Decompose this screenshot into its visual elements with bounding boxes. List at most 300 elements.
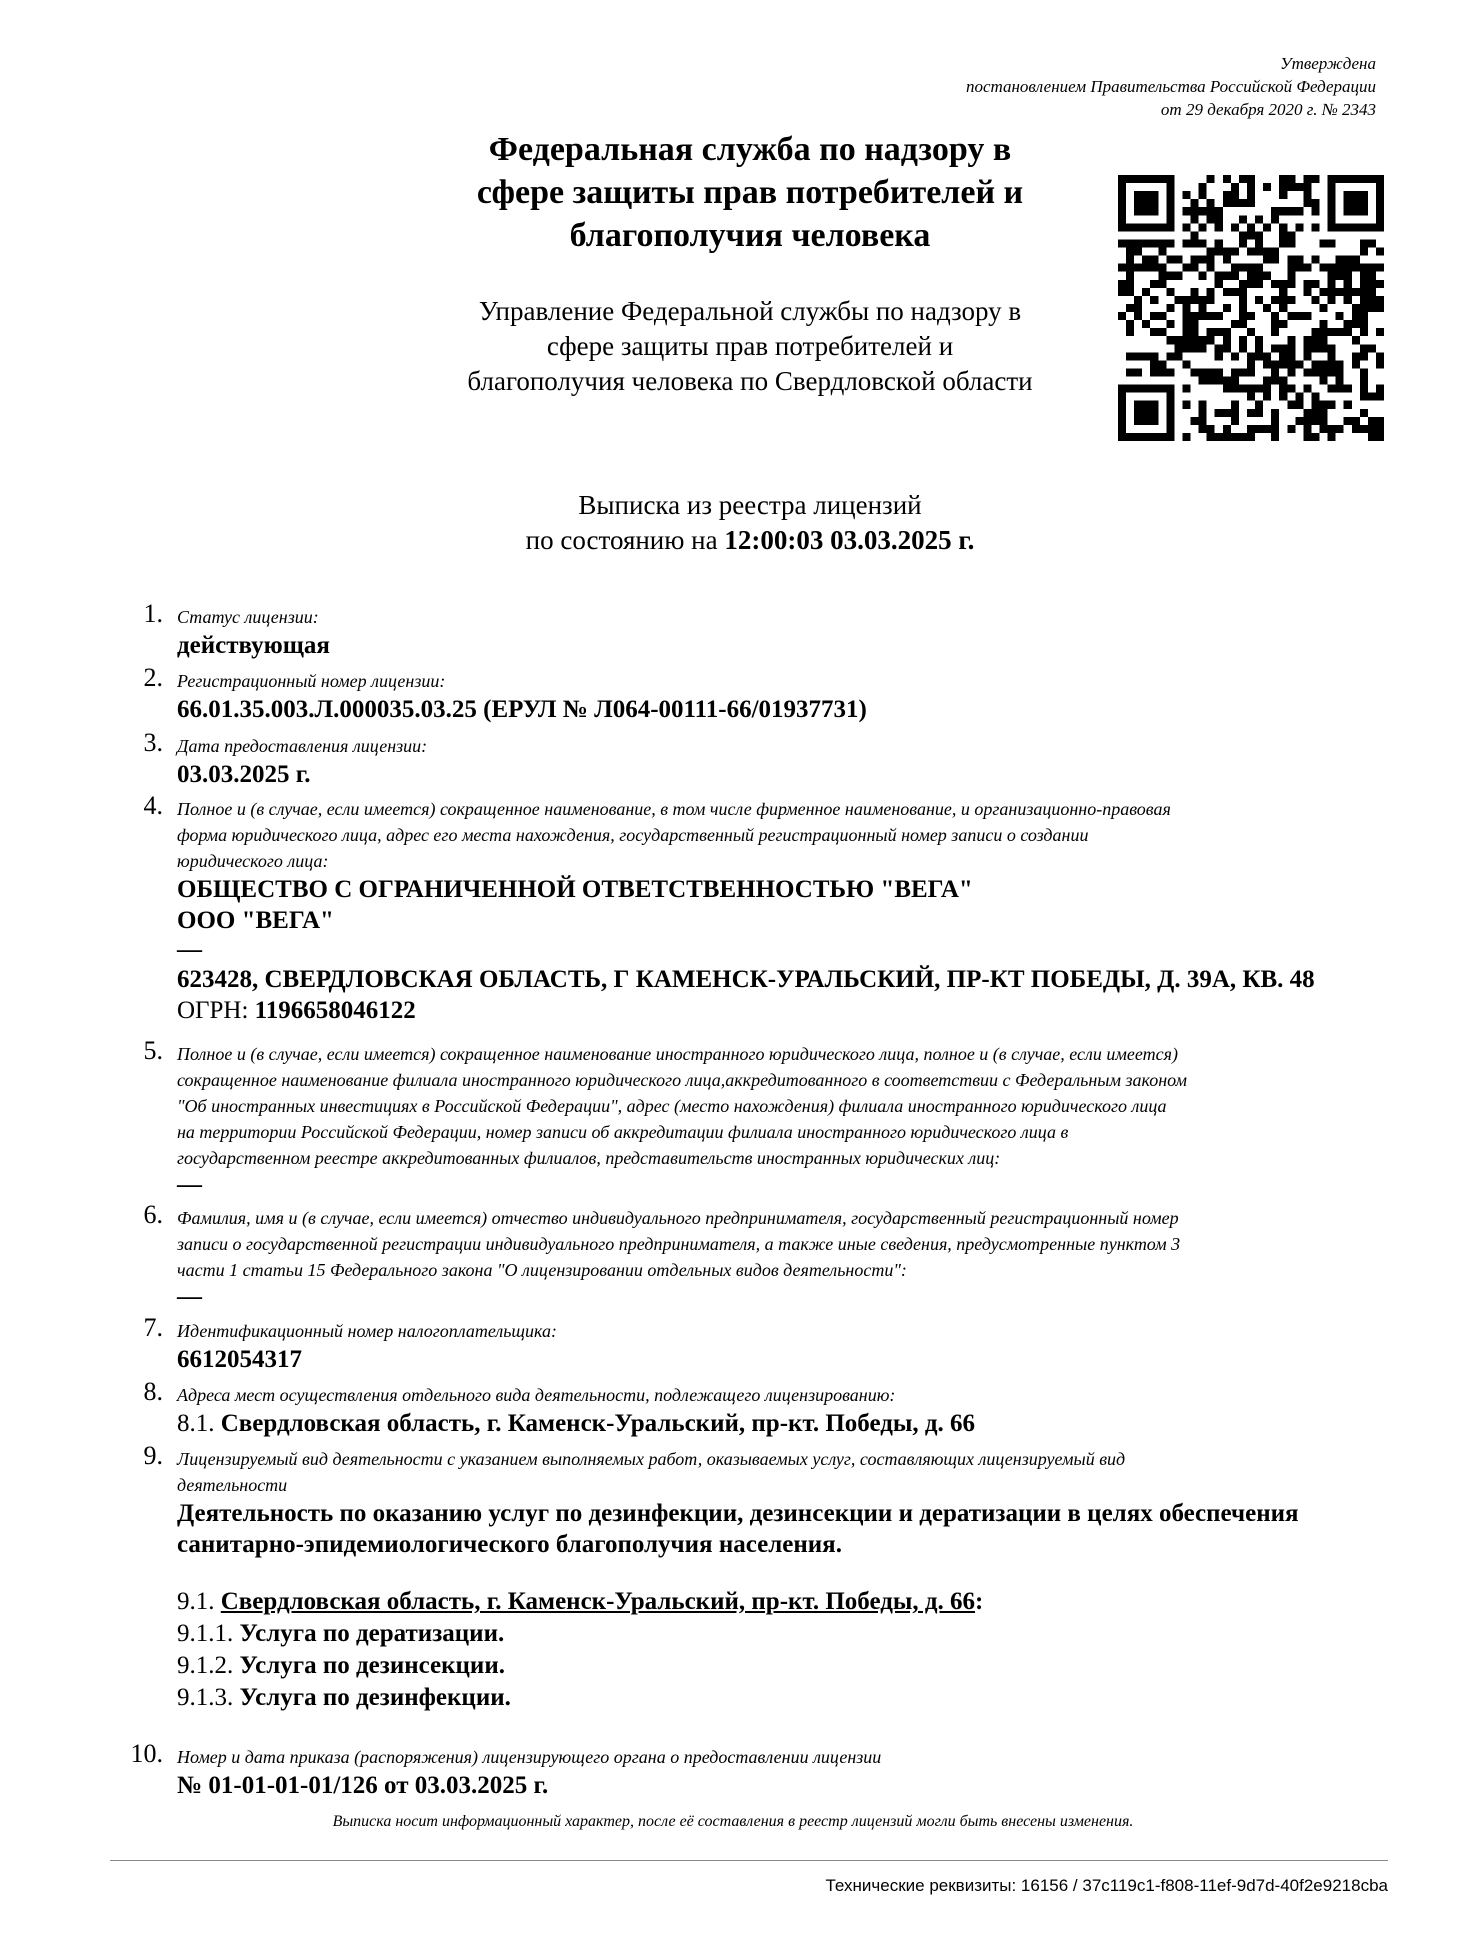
qr-module [1191, 239, 1199, 247]
qr-module [1134, 352, 1142, 360]
qr-module [1320, 239, 1328, 247]
qr-module [1328, 352, 1336, 360]
qr-module [1215, 207, 1223, 215]
qr-module [1344, 385, 1352, 393]
item-number: 10. [130, 1739, 163, 1768]
activity-address-entry [177, 1408, 1395, 1440]
qr-module [1134, 401, 1142, 409]
qr-module [1126, 385, 1134, 393]
qr-module [1328, 401, 1336, 409]
qr-module [1126, 368, 1134, 376]
qr-module [1303, 183, 1311, 191]
qr-module [1255, 336, 1263, 344]
qr-module [1239, 239, 1247, 247]
qr-module [1247, 223, 1255, 231]
qr-module [1360, 320, 1368, 328]
qr-module [1287, 231, 1295, 239]
qr-module [1223, 304, 1231, 312]
qr-module [1239, 199, 1247, 207]
qr-module [1352, 207, 1360, 215]
qr-module [1295, 223, 1303, 231]
qr-module [1118, 417, 1126, 425]
qr-module [1287, 352, 1295, 360]
qr-module [1247, 312, 1255, 320]
qr-module [1303, 409, 1311, 417]
qr-module [1158, 272, 1166, 280]
sub-number: 9.1.3. [177, 1684, 234, 1711]
qr-module [1126, 352, 1134, 360]
qr-module [1336, 425, 1344, 433]
qr-module [1239, 175, 1247, 183]
qr-module [1134, 304, 1142, 312]
qr-module [1360, 377, 1368, 385]
qr-module [1263, 256, 1271, 264]
qr-module [1287, 368, 1295, 376]
qr-module [1263, 360, 1271, 368]
qr-module [1255, 272, 1263, 280]
qr-module [1247, 425, 1255, 433]
qr-module [1158, 433, 1166, 441]
qr-module [1247, 409, 1255, 417]
qr-module [1231, 183, 1239, 191]
qr-module [1182, 239, 1190, 247]
qr-module [1344, 417, 1352, 425]
qr-module [1311, 328, 1319, 336]
qr-module [1352, 223, 1360, 231]
qr-module [1118, 207, 1126, 215]
qr-module [1247, 360, 1255, 368]
qr-module [1118, 288, 1126, 296]
qr-module [1295, 183, 1303, 191]
qr-module [1191, 231, 1199, 239]
qr-module [1295, 417, 1303, 425]
qr-module [1231, 272, 1239, 280]
qr-module [1255, 344, 1263, 352]
qr-module [1207, 296, 1215, 304]
qr-module [1207, 199, 1215, 207]
qr-module [1207, 336, 1215, 344]
qr-module [1295, 207, 1303, 215]
qr-module [1344, 175, 1352, 183]
qr-module [1360, 239, 1368, 247]
qr-module [1223, 385, 1231, 393]
qr-module [1311, 207, 1319, 215]
service-entry [177, 1650, 1395, 1682]
qr-module [1271, 280, 1279, 288]
qr-module [1247, 385, 1255, 393]
qr-module [1255, 239, 1263, 247]
qr-module [1271, 344, 1279, 352]
qr-module [1336, 312, 1344, 320]
qr-module [1215, 239, 1223, 247]
qr-module [1311, 433, 1319, 441]
qr-module [1376, 248, 1384, 256]
qr-module [1328, 296, 1336, 304]
qr-module [1295, 360, 1303, 368]
qr-module [1279, 393, 1287, 401]
qr-module [1182, 296, 1190, 304]
qr-module [1199, 304, 1207, 312]
qr-module [1166, 409, 1174, 417]
qr-module [1311, 393, 1319, 401]
qr-module [1255, 231, 1263, 239]
qr-module [1336, 272, 1344, 280]
item-label: "Об иностранных инвестициях в Российской Федерации", адрес (место нахождения) филиала иностранного юридического лица [177, 1096, 1167, 1116]
qr-module [1360, 207, 1368, 215]
qr-module [1174, 256, 1182, 264]
qr-module [1303, 199, 1311, 207]
legal-entity-full-name: ОБЩЕСТВО С ОГРАНИЧЕННОЙ ОТВЕТСТВЕННОСТЬЮ "ВЕГА" [177, 876, 973, 903]
qr-module [1231, 320, 1239, 328]
qr-module [1352, 304, 1360, 312]
qr-module [1328, 328, 1336, 336]
qr-module [1231, 377, 1239, 385]
qr-module [1191, 264, 1199, 272]
qr-module [1126, 320, 1134, 328]
qr-module [1263, 248, 1271, 256]
qr-module [1287, 401, 1295, 409]
qr-module [1271, 360, 1279, 368]
qr-module [1360, 328, 1368, 336]
qr-module [1287, 183, 1295, 191]
legal-entity-short-name: ООО "ВЕГА" [177, 907, 334, 934]
qr-module [1199, 336, 1207, 344]
qr-module [1344, 256, 1352, 264]
footer-divider [110, 1860, 1388, 1861]
qr-module [1158, 239, 1166, 247]
qr-module [1247, 352, 1255, 360]
qr-module [1142, 223, 1150, 231]
qr-module [1352, 256, 1360, 264]
qr-module [1174, 344, 1182, 352]
sub-number: 8.1. [177, 1410, 215, 1437]
qr-module [1360, 248, 1368, 256]
qr-module [1279, 175, 1287, 183]
qr-module [1360, 296, 1368, 304]
qr-module [1199, 401, 1207, 409]
item-label: Полное и (в случае, если имеется) сокращенное наименование иностранного юридического лица, полное и (в случае, если имеется) [177, 1044, 1178, 1064]
qr-module [1118, 223, 1126, 231]
qr-module [1118, 425, 1126, 433]
qr-module [1134, 409, 1142, 417]
qr-module [1207, 256, 1215, 264]
qr-module [1271, 368, 1279, 376]
qr-module [1247, 248, 1255, 256]
service-deratization: Услуга по дератизации. [239, 1620, 505, 1647]
qr-module [1352, 352, 1360, 360]
qr-module [1215, 215, 1223, 223]
qr-module [1215, 344, 1223, 352]
qr-module [1239, 296, 1247, 304]
qr-module [1368, 393, 1376, 401]
item-number: 6. [143, 1200, 163, 1229]
qr-module [1166, 320, 1174, 328]
qr-module [1336, 360, 1344, 368]
qr-module [1215, 272, 1223, 280]
department-line-1: Управление Федеральной службы по надзору в [478, 296, 1022, 326]
qr-module [1279, 183, 1287, 191]
qr-module [1279, 296, 1287, 304]
item-label: государственном реестре аккредитованных филиалов, представительств иностранных юридических лиц: [177, 1148, 1001, 1168]
qr-module [1271, 377, 1279, 385]
qr-module [1368, 417, 1376, 425]
qr-module [1287, 360, 1295, 368]
qr-module [1191, 417, 1199, 425]
qr-module [1376, 360, 1384, 368]
qr-module [1279, 231, 1287, 239]
qr-module [1303, 417, 1311, 425]
item-label: Лицензируемый вид деятельности с указанием выполняемых работ, оказываемых услуг, составляющих лицензируемый вид [177, 1449, 1126, 1469]
qr-module [1199, 344, 1207, 352]
qr-module [1134, 312, 1142, 320]
qr-module [1328, 264, 1336, 272]
qr-module [1376, 393, 1384, 401]
qr-module [1328, 191, 1336, 199]
qr-module [1182, 401, 1190, 409]
department-line-3: благополучия человека по Свердловской области [467, 366, 1033, 396]
legal-entity-address: 623428, СВЕРДЛОВСКАЯ ОБЛАСТЬ, Г КАМЕНСК-УРАЛЬСКИЙ, ПР-КТ ПОБЕДЫ, Д. 39А, КВ. 48 [177, 966, 1315, 993]
qr-module [1287, 264, 1295, 272]
qr-module [1223, 272, 1231, 280]
qr-module [1215, 248, 1223, 256]
qr-module [1360, 223, 1368, 231]
qr-module [1239, 344, 1247, 352]
qr-module [1271, 296, 1279, 304]
qr-module [1360, 280, 1368, 288]
item-label: Номер и дата приказа (распоряжения) лицензирующего органа о предоставлении лицензии [177, 1747, 882, 1767]
registration-number-value: 66.01.35.003.Л.000035.03.25 (ЕРУЛ № Л064-00111-66/01937731) [177, 696, 867, 723]
qr-module [1239, 368, 1247, 376]
qr-module [1207, 433, 1215, 441]
qr-module [1376, 223, 1384, 231]
qr-module [1295, 264, 1303, 272]
qr-module [1311, 336, 1319, 344]
qr-module [1287, 207, 1295, 215]
qr-module [1376, 296, 1384, 304]
qr-module [1376, 199, 1384, 207]
qr-module [1150, 191, 1158, 199]
item-label: юридического лица: [177, 851, 329, 871]
qr-module [1150, 409, 1158, 417]
qr-module [1279, 191, 1287, 199]
qr-module [1118, 199, 1126, 207]
qr-module [1247, 328, 1255, 336]
qr-module [1166, 393, 1174, 401]
qr-module [1376, 304, 1384, 312]
qr-module [1166, 304, 1174, 312]
qr-module [1328, 425, 1336, 433]
qr-module [1142, 433, 1150, 441]
activity-location-colon: : [975, 1588, 984, 1615]
qr-module [1336, 223, 1344, 231]
qr-module [1255, 264, 1263, 272]
qr-module [1344, 272, 1352, 280]
qr-module [1328, 183, 1336, 191]
qr-module [1142, 352, 1150, 360]
qr-module [1255, 280, 1263, 288]
qr-module [1352, 360, 1360, 368]
qr-module [1376, 183, 1384, 191]
qr-module [1287, 312, 1295, 320]
qr-module [1158, 248, 1166, 256]
qr-module [1239, 336, 1247, 344]
qr-module [1150, 385, 1158, 393]
issue-date-value: 03.03.2025 г. [177, 761, 311, 788]
item-number: 7. [143, 1313, 163, 1342]
qr-module [1303, 433, 1311, 441]
item-label: записи о государственной регистрации индивидуального предпринимателя, а также иные сведения, предусмотренные пунктом 3 [177, 1234, 1181, 1254]
qr-module [1336, 328, 1344, 336]
qr-module [1360, 409, 1368, 417]
qr-module [1182, 191, 1190, 199]
qr-module [1142, 409, 1150, 417]
qr-module [1311, 417, 1319, 425]
qr-module [1279, 304, 1287, 312]
qr-module [1360, 393, 1368, 401]
approval-line-3: от 29 декабря 2020 г. № 2343 [1160, 100, 1376, 119]
agency-title [380, 128, 1120, 257]
qr-module [1303, 385, 1311, 393]
qr-module [1191, 312, 1199, 320]
qr-module [1191, 344, 1199, 352]
qr-module [1158, 264, 1166, 272]
qr-module [1279, 223, 1287, 231]
qr-module [1199, 207, 1207, 215]
qr-module [1199, 417, 1207, 425]
qr-module [1150, 264, 1158, 272]
qr-module [1328, 239, 1336, 247]
qr-module [1328, 360, 1336, 368]
qr-module [1295, 393, 1303, 401]
qr-module [1166, 433, 1174, 441]
qr-module [1287, 296, 1295, 304]
qr-module [1279, 352, 1287, 360]
qr-module [1311, 199, 1319, 207]
activity-description-line-2: санитарно-эпидемиологического благополучия населения. [177, 1531, 842, 1558]
qr-module [1311, 175, 1319, 183]
qr-module [1376, 280, 1384, 288]
item-number: 3. [143, 728, 163, 757]
qr-module [1142, 264, 1150, 272]
item-number: 2. [143, 663, 163, 692]
order-value: № 01-01-01-01/126 от 03.03.2025 г. [177, 1772, 549, 1799]
qr-module [1320, 320, 1328, 328]
qr-module [1207, 248, 1215, 256]
qr-module [1247, 175, 1255, 183]
qr-module [1279, 280, 1287, 288]
qr-module [1271, 433, 1279, 441]
qr-module [1215, 223, 1223, 231]
qr-module [1223, 409, 1231, 417]
qr-module [1158, 312, 1166, 320]
qr-module [1303, 336, 1311, 344]
qr-module [1352, 425, 1360, 433]
qr-module [1287, 239, 1295, 247]
qr-module [1368, 280, 1376, 288]
item-label: Фамилия, имя и (в случае, если имеется) отчество индивидуального предпринимателя, государственный регистрационный номер [177, 1208, 1179, 1228]
qr-module [1150, 328, 1158, 336]
qr-module [1360, 352, 1368, 360]
qr-module [1191, 199, 1199, 207]
qr-module [1303, 264, 1311, 272]
qr-module [1118, 312, 1126, 320]
qr-module [1263, 304, 1271, 312]
qr-module [1158, 175, 1166, 183]
qr-module [1368, 288, 1376, 296]
qr-module [1247, 433, 1255, 441]
qr-module [1320, 377, 1328, 385]
qr-module [1207, 288, 1215, 296]
empty-value-dash: — [177, 1283, 202, 1310]
qr-module [1166, 256, 1174, 264]
qr-module [1199, 191, 1207, 199]
qr-module [1368, 344, 1376, 352]
qr-module [1320, 264, 1328, 272]
qr-module [1328, 199, 1336, 207]
qr-module [1118, 191, 1126, 199]
qr-module [1215, 433, 1223, 441]
qr-module [1134, 296, 1142, 304]
qr-module [1126, 304, 1134, 312]
qr-module [1336, 368, 1344, 376]
qr-module [1142, 175, 1150, 183]
item-number: 5. [143, 1036, 163, 1065]
qr-module [1215, 368, 1223, 376]
qr-module [1142, 199, 1150, 207]
qr-module [1328, 175, 1336, 183]
activity-description-line-1: Деятельность по оказанию услуг по дезинфекции, дезинсекции и дератизации в целях обеспечения [177, 1500, 1299, 1527]
qr-module [1142, 401, 1150, 409]
qr-module [1134, 239, 1142, 247]
qr-module [1150, 433, 1158, 441]
qr-module [1199, 312, 1207, 320]
qr-module [1295, 312, 1303, 320]
qr-module [1199, 256, 1207, 264]
qr-module [1215, 377, 1223, 385]
qr-module [1231, 352, 1239, 360]
qr-module [1344, 288, 1352, 296]
qr-module [1303, 344, 1311, 352]
qr-module [1134, 175, 1142, 183]
item-label: Регистрационный номер лицензии: [177, 671, 446, 691]
qr-module [1199, 377, 1207, 385]
agency-line-2: сфере защиты прав потребителей и [476, 174, 1024, 211]
qr-module [1336, 385, 1344, 393]
inn-value: 6612054317 [177, 1346, 302, 1373]
qr-module [1360, 264, 1368, 272]
qr-module [1158, 223, 1166, 231]
qr-module [1263, 352, 1271, 360]
service-entry [177, 1682, 1395, 1714]
qr-module [1311, 344, 1319, 352]
qr-module [1223, 288, 1231, 296]
qr-module [1207, 377, 1215, 385]
item-number: 9. [143, 1441, 163, 1470]
qr-module [1247, 231, 1255, 239]
item-label: Статус лицензии: [177, 607, 319, 627]
qr-module [1271, 417, 1279, 425]
qr-module [1166, 368, 1174, 376]
qr-module [1320, 417, 1328, 425]
qr-module [1150, 280, 1158, 288]
qr-module [1199, 296, 1207, 304]
qr-module [1352, 312, 1360, 320]
qr-module [1344, 328, 1352, 336]
qr-module [1199, 409, 1207, 417]
qr-module [1255, 401, 1263, 409]
qr-module [1215, 409, 1223, 417]
qr-module [1271, 256, 1279, 264]
